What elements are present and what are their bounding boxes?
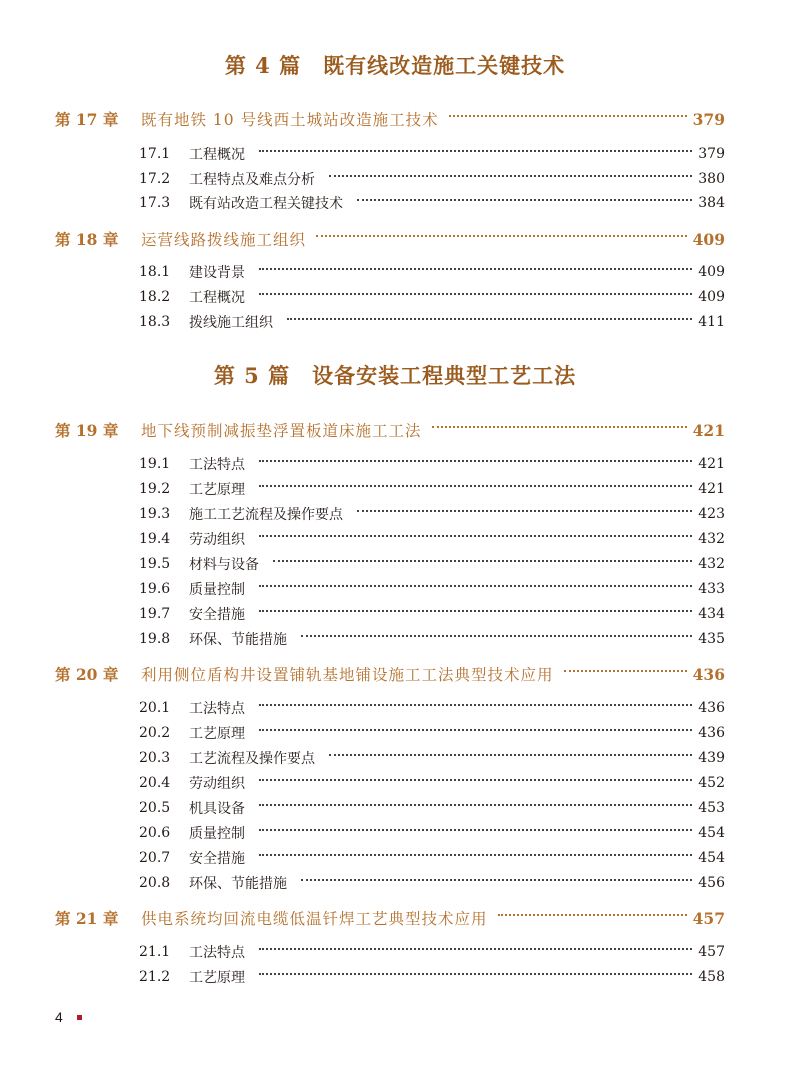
section-number: 21.2 — [139, 969, 171, 985]
toc-section-entry[interactable] — [139, 942, 725, 962]
section-number: 19.4 — [139, 531, 171, 547]
dot-leader — [259, 610, 692, 612]
chapter-page: 379 — [692, 109, 725, 129]
section-page: 439 — [698, 750, 725, 766]
dot-leader — [449, 115, 687, 117]
dot-leader — [432, 426, 687, 428]
part-title: 既有线改造施工关键技术 — [323, 53, 566, 78]
chapter-page: 457 — [692, 908, 725, 928]
toc-section-entry[interactable] — [139, 967, 725, 987]
section-page: 380 — [698, 171, 725, 187]
toc-section-entry[interactable] — [139, 144, 725, 164]
section-page: 453 — [698, 800, 725, 816]
section-title: 质量控制 — [189, 582, 245, 598]
section-title: 工法特点 — [189, 457, 245, 473]
dot-leader — [259, 973, 692, 975]
toc-section-entry[interactable] — [139, 193, 725, 213]
dot-leader — [259, 535, 692, 537]
toc-section-entry[interactable] — [139, 698, 725, 718]
section-page: 433 — [698, 581, 725, 597]
section-number: 19.6 — [139, 581, 171, 597]
section-page: 454 — [698, 850, 725, 866]
section-page: 409 — [698, 289, 725, 305]
section-title: 质量控制 — [189, 826, 245, 842]
dot-leader — [357, 510, 692, 512]
dot-leader — [259, 293, 692, 295]
page-footer — [55, 1009, 82, 1025]
section-number: 19.2 — [139, 481, 171, 497]
toc-chapter-entry[interactable] — [55, 418, 725, 442]
section-page: 457 — [698, 944, 725, 960]
toc-chapter-entry[interactable] — [55, 227, 725, 251]
page-number: 4 — [55, 1009, 63, 1025]
part-heading — [0, 360, 790, 390]
section-title: 工艺原理 — [189, 482, 245, 498]
chapter-title: 运营线路拨线施工组织 — [141, 231, 307, 249]
section-page: 421 — [698, 456, 725, 472]
dot-leader — [301, 879, 692, 881]
section-title: 建设背景 — [189, 265, 245, 281]
dot-leader — [498, 914, 687, 916]
chapter-title: 供电系统均回流电缆低温钎焊工艺典型技术应用 — [141, 910, 488, 928]
toc-section-entry[interactable] — [139, 604, 725, 624]
dot-leader — [259, 948, 692, 950]
section-page: 432 — [698, 531, 725, 547]
section-number: 19.3 — [139, 506, 171, 522]
section-number: 20.3 — [139, 750, 171, 766]
dot-leader — [259, 268, 692, 270]
section-title: 机具设备 — [189, 801, 245, 817]
dot-leader — [259, 804, 692, 806]
dot-leader — [329, 175, 692, 177]
section-number: 19.8 — [139, 631, 171, 647]
section-title: 环保、节能措施 — [189, 876, 287, 892]
section-number: 18.2 — [139, 289, 171, 305]
section-number: 17.3 — [139, 195, 171, 211]
part-label: 第 5 篇 — [213, 363, 291, 388]
section-number: 18.1 — [139, 264, 171, 280]
chapter-number: 第 17 章 — [55, 110, 119, 129]
section-title: 安全措施 — [189, 607, 245, 623]
section-number: 20.2 — [139, 725, 171, 741]
section-title: 既有站改造工程关键技术 — [189, 196, 343, 212]
toc-section-entry[interactable] — [139, 312, 725, 332]
toc-section-entry[interactable] — [139, 554, 725, 574]
toc-section-entry[interactable] — [139, 454, 725, 474]
section-number: 19.5 — [139, 556, 171, 572]
part-title: 设备安装工程典型工艺工法 — [312, 363, 577, 388]
section-number: 18.3 — [139, 314, 171, 330]
dot-leader — [259, 485, 692, 487]
section-title: 施工工艺流程及操作要点 — [189, 507, 343, 523]
section-page: 421 — [698, 481, 725, 497]
section-title: 工法特点 — [189, 701, 245, 717]
dot-leader — [287, 318, 692, 320]
chapter-number: 第 20 章 — [55, 665, 119, 684]
toc-section-entry[interactable] — [139, 529, 725, 549]
chapter-number: 第 21 章 — [55, 909, 119, 928]
chapter-page: 409 — [692, 229, 725, 249]
dot-leader — [273, 560, 692, 562]
dot-leader — [259, 854, 692, 856]
section-page: 436 — [698, 725, 725, 741]
section-number: 17.2 — [139, 171, 171, 187]
toc-section-entry[interactable] — [139, 798, 725, 818]
section-number: 20.6 — [139, 825, 171, 841]
section-title: 拨线施工组织 — [189, 315, 273, 331]
dot-leader — [259, 585, 692, 587]
section-page: 456 — [698, 875, 725, 891]
toc-chapter-entry[interactable] — [55, 107, 725, 131]
dot-leader — [259, 729, 692, 731]
section-title: 工法特点 — [189, 945, 245, 961]
section-title: 工程概况 — [189, 290, 245, 306]
part-heading — [0, 50, 790, 80]
chapter-page: 421 — [692, 420, 725, 440]
section-title: 劳动组织 — [189, 532, 245, 548]
section-page: 458 — [698, 969, 725, 985]
section-page: 452 — [698, 775, 725, 791]
chapter-title: 地下线预制减振垫浮置板道床施工工法 — [141, 422, 422, 440]
section-title: 工艺流程及操作要点 — [189, 751, 315, 767]
section-title: 工程概况 — [189, 147, 245, 163]
section-page: 409 — [698, 264, 725, 280]
toc-section-entry[interactable] — [139, 873, 725, 893]
section-number: 20.7 — [139, 850, 171, 866]
dot-leader — [301, 635, 692, 637]
part-label: 第 4 篇 — [224, 53, 302, 78]
section-number: 17.1 — [139, 146, 171, 162]
toc-section-entry[interactable] — [139, 479, 725, 499]
toc-section-entry[interactable] — [139, 629, 725, 649]
chapter-title: 既有地铁 10 号线西土城站改造施工技术 — [141, 111, 439, 129]
section-title: 环保、节能措施 — [189, 632, 287, 648]
section-page: 423 — [698, 506, 725, 522]
toc-section-entry[interactable] — [139, 579, 725, 599]
toc-section-entry[interactable] — [139, 848, 725, 868]
dot-leader — [259, 150, 692, 152]
section-page: 379 — [698, 146, 725, 162]
toc-chapter-entry[interactable] — [55, 662, 725, 686]
toc-section-entry[interactable] — [139, 262, 725, 282]
toc-section-entry[interactable] — [139, 504, 725, 524]
dot-leader — [259, 460, 692, 462]
toc-section-entry[interactable] — [139, 287, 725, 307]
section-number: 21.1 — [139, 944, 171, 960]
section-number: 20.4 — [139, 775, 171, 791]
section-page: 384 — [698, 195, 725, 211]
chapter-title: 利用侧位盾构井设置铺轨基地铺设施工工法典型技术应用 — [141, 666, 554, 684]
section-number: 19.7 — [139, 606, 171, 622]
section-number: 20.1 — [139, 700, 171, 716]
section-title: 劳动组织 — [189, 776, 245, 792]
dot-leader — [259, 829, 692, 831]
section-page: 436 — [698, 700, 725, 716]
toc-section-entry[interactable] — [139, 823, 725, 843]
section-page: 454 — [698, 825, 725, 841]
toc-section-entry[interactable] — [139, 748, 725, 768]
section-page: 435 — [698, 631, 725, 647]
chapter-page: 436 — [692, 664, 725, 684]
section-title: 安全措施 — [189, 851, 245, 867]
chapter-number: 第 18 章 — [55, 230, 119, 249]
dot-leader — [357, 199, 692, 201]
section-title: 材料与设备 — [189, 557, 259, 573]
toc-chapter-entry[interactable] — [55, 906, 725, 930]
section-page: 432 — [698, 556, 725, 572]
square-marker-icon — [77, 1015, 82, 1020]
section-number: 20.5 — [139, 800, 171, 816]
section-title: 工艺原理 — [189, 726, 245, 742]
section-title: 工艺原理 — [189, 970, 245, 986]
dot-leader — [316, 235, 687, 237]
chapter-number: 第 19 章 — [55, 421, 119, 440]
toc-section-entry[interactable] — [139, 169, 725, 189]
section-page: 434 — [698, 606, 725, 622]
section-page: 411 — [698, 314, 725, 330]
toc-section-entry[interactable] — [139, 723, 725, 743]
dot-leader — [259, 704, 692, 706]
dot-leader — [564, 670, 687, 672]
section-number: 19.1 — [139, 456, 171, 472]
section-title: 工程特点及难点分析 — [189, 172, 315, 188]
dot-leader — [259, 779, 692, 781]
dot-leader — [329, 754, 692, 756]
toc-section-entry[interactable] — [139, 773, 725, 793]
section-number: 20.8 — [139, 875, 171, 891]
